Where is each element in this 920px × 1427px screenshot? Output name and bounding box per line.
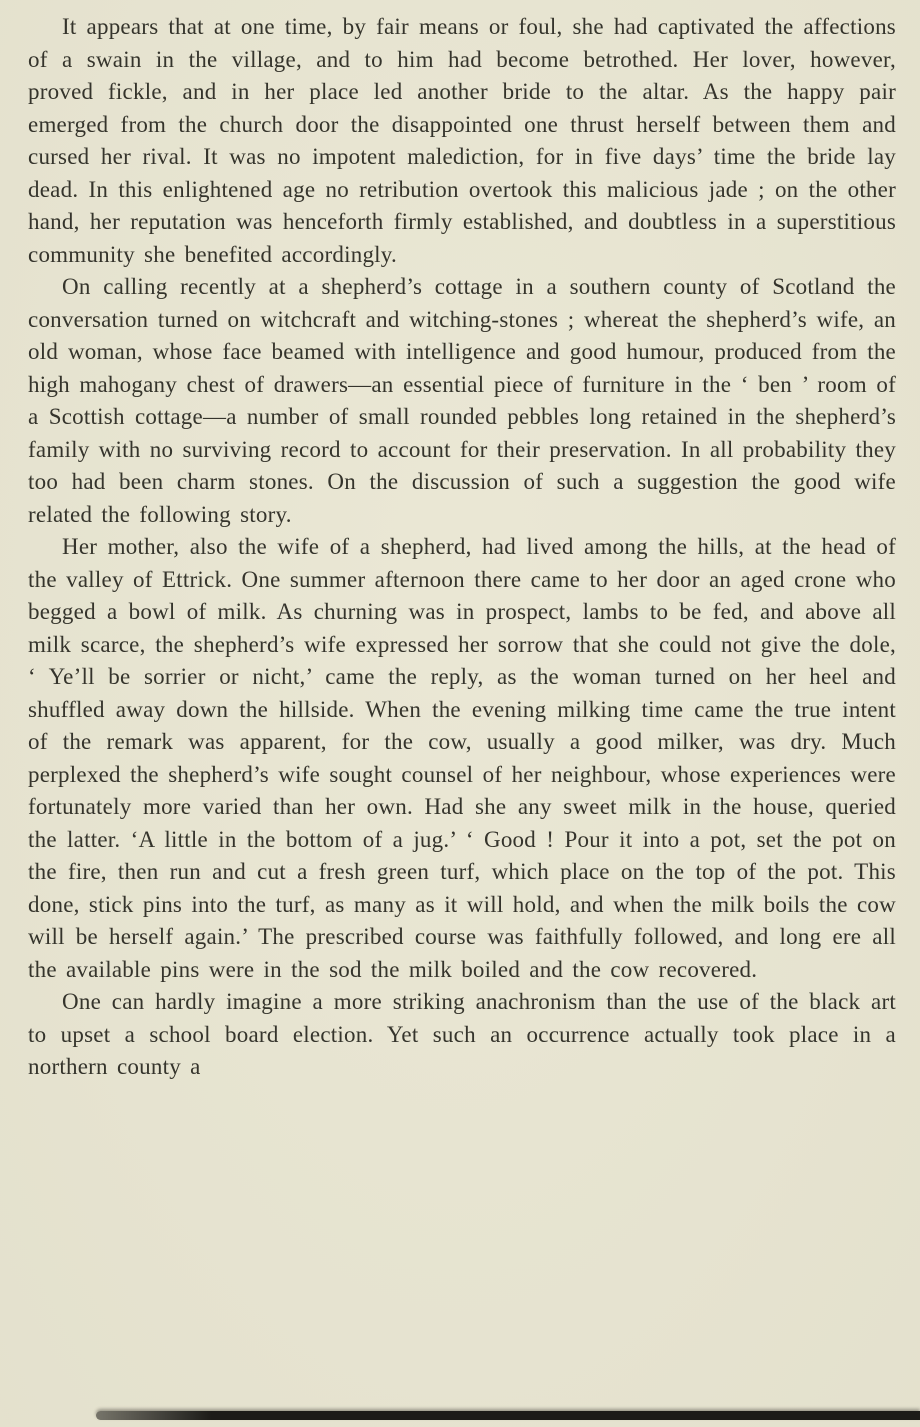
scan-edge-shadow bbox=[96, 1411, 920, 1420]
paragraph-1: It appears that at one time, by fair means or foul, she had captivated the affections of a swain in the village, and to him had become betrothed. Her lover, however, proved fickle, and in her place led another bride to the altar. As the happy pair emerged from the church door the disappointed one thrust herself between them and cursed her rival. It was no impotent malediction, for in five days’ time the bride lay dead. In this enlightened age no retribution overtook this malicious jade ; on the other hand, her reputation was henceforth firmly established, and doubtless in a superstitious community she benefited accordingly. bbox=[28, 14, 896, 267]
paragraph-4: One can hardly imagine a more striking anachronism than the use of the black art to upset a school board election. Yet such an occurrence actually took place in a northern county a bbox=[28, 989, 896, 1079]
paragraph-2: On calling recently at a shepherd’s cottage in a southern county of Scotland the conversation turned on witchcraft and witching-stones ; whereat the shepherd’s wife, an old woman, whose face beamed with intelligence and good humour, produced from the high mahogany chest of drawers—an essential piece of furniture in the ‘ ben ’ room of a Scottish cottage—a number of small rounded pebbles long retained in the shepherd’s family with no surviving record to account for their preservation. In all probability they too had been charm stones. On the discussion of such a suggestion the good wife related the following story. bbox=[28, 274, 896, 527]
paragraph-3: Her mother, also the wife of a shepherd, had lived among the hills, at the head of the valley of Ettrick. One summer afternoon there came to her door an aged crone who begged a bowl of milk. As churning was in prospect, lambs to be fed, and above all milk scarce, the shepherd’s wife expressed her sorrow that she could not give the dole, ‘ Ye’ll be sorrier or nicht,’ came the reply, as the woman turned on her heel and shuffled away down the hillside. When the evening milking time came the true intent of the remark was apparent, for the cow, usually a good milker, was dry. Much perplexed the shepherd’s wife sought counsel of her neighbour, whose experiences were fortunately more varied than her own. Had she any sweet milk in the house, queried the latter. ‘A little in the bottom of a jug.’ ‘ Good ! Pour it into a pot, set the pot on the fire, then run and cut a fresh green turf, which place on the top of the pot. This done, stick pins into the turf, as many as it will hold, and when the milk boils the cow will be herself again.’ The prescribed course was faithfully followed, and long ere all the available pins were in the sod the milk boiled and the cow recovered. bbox=[28, 534, 896, 982]
